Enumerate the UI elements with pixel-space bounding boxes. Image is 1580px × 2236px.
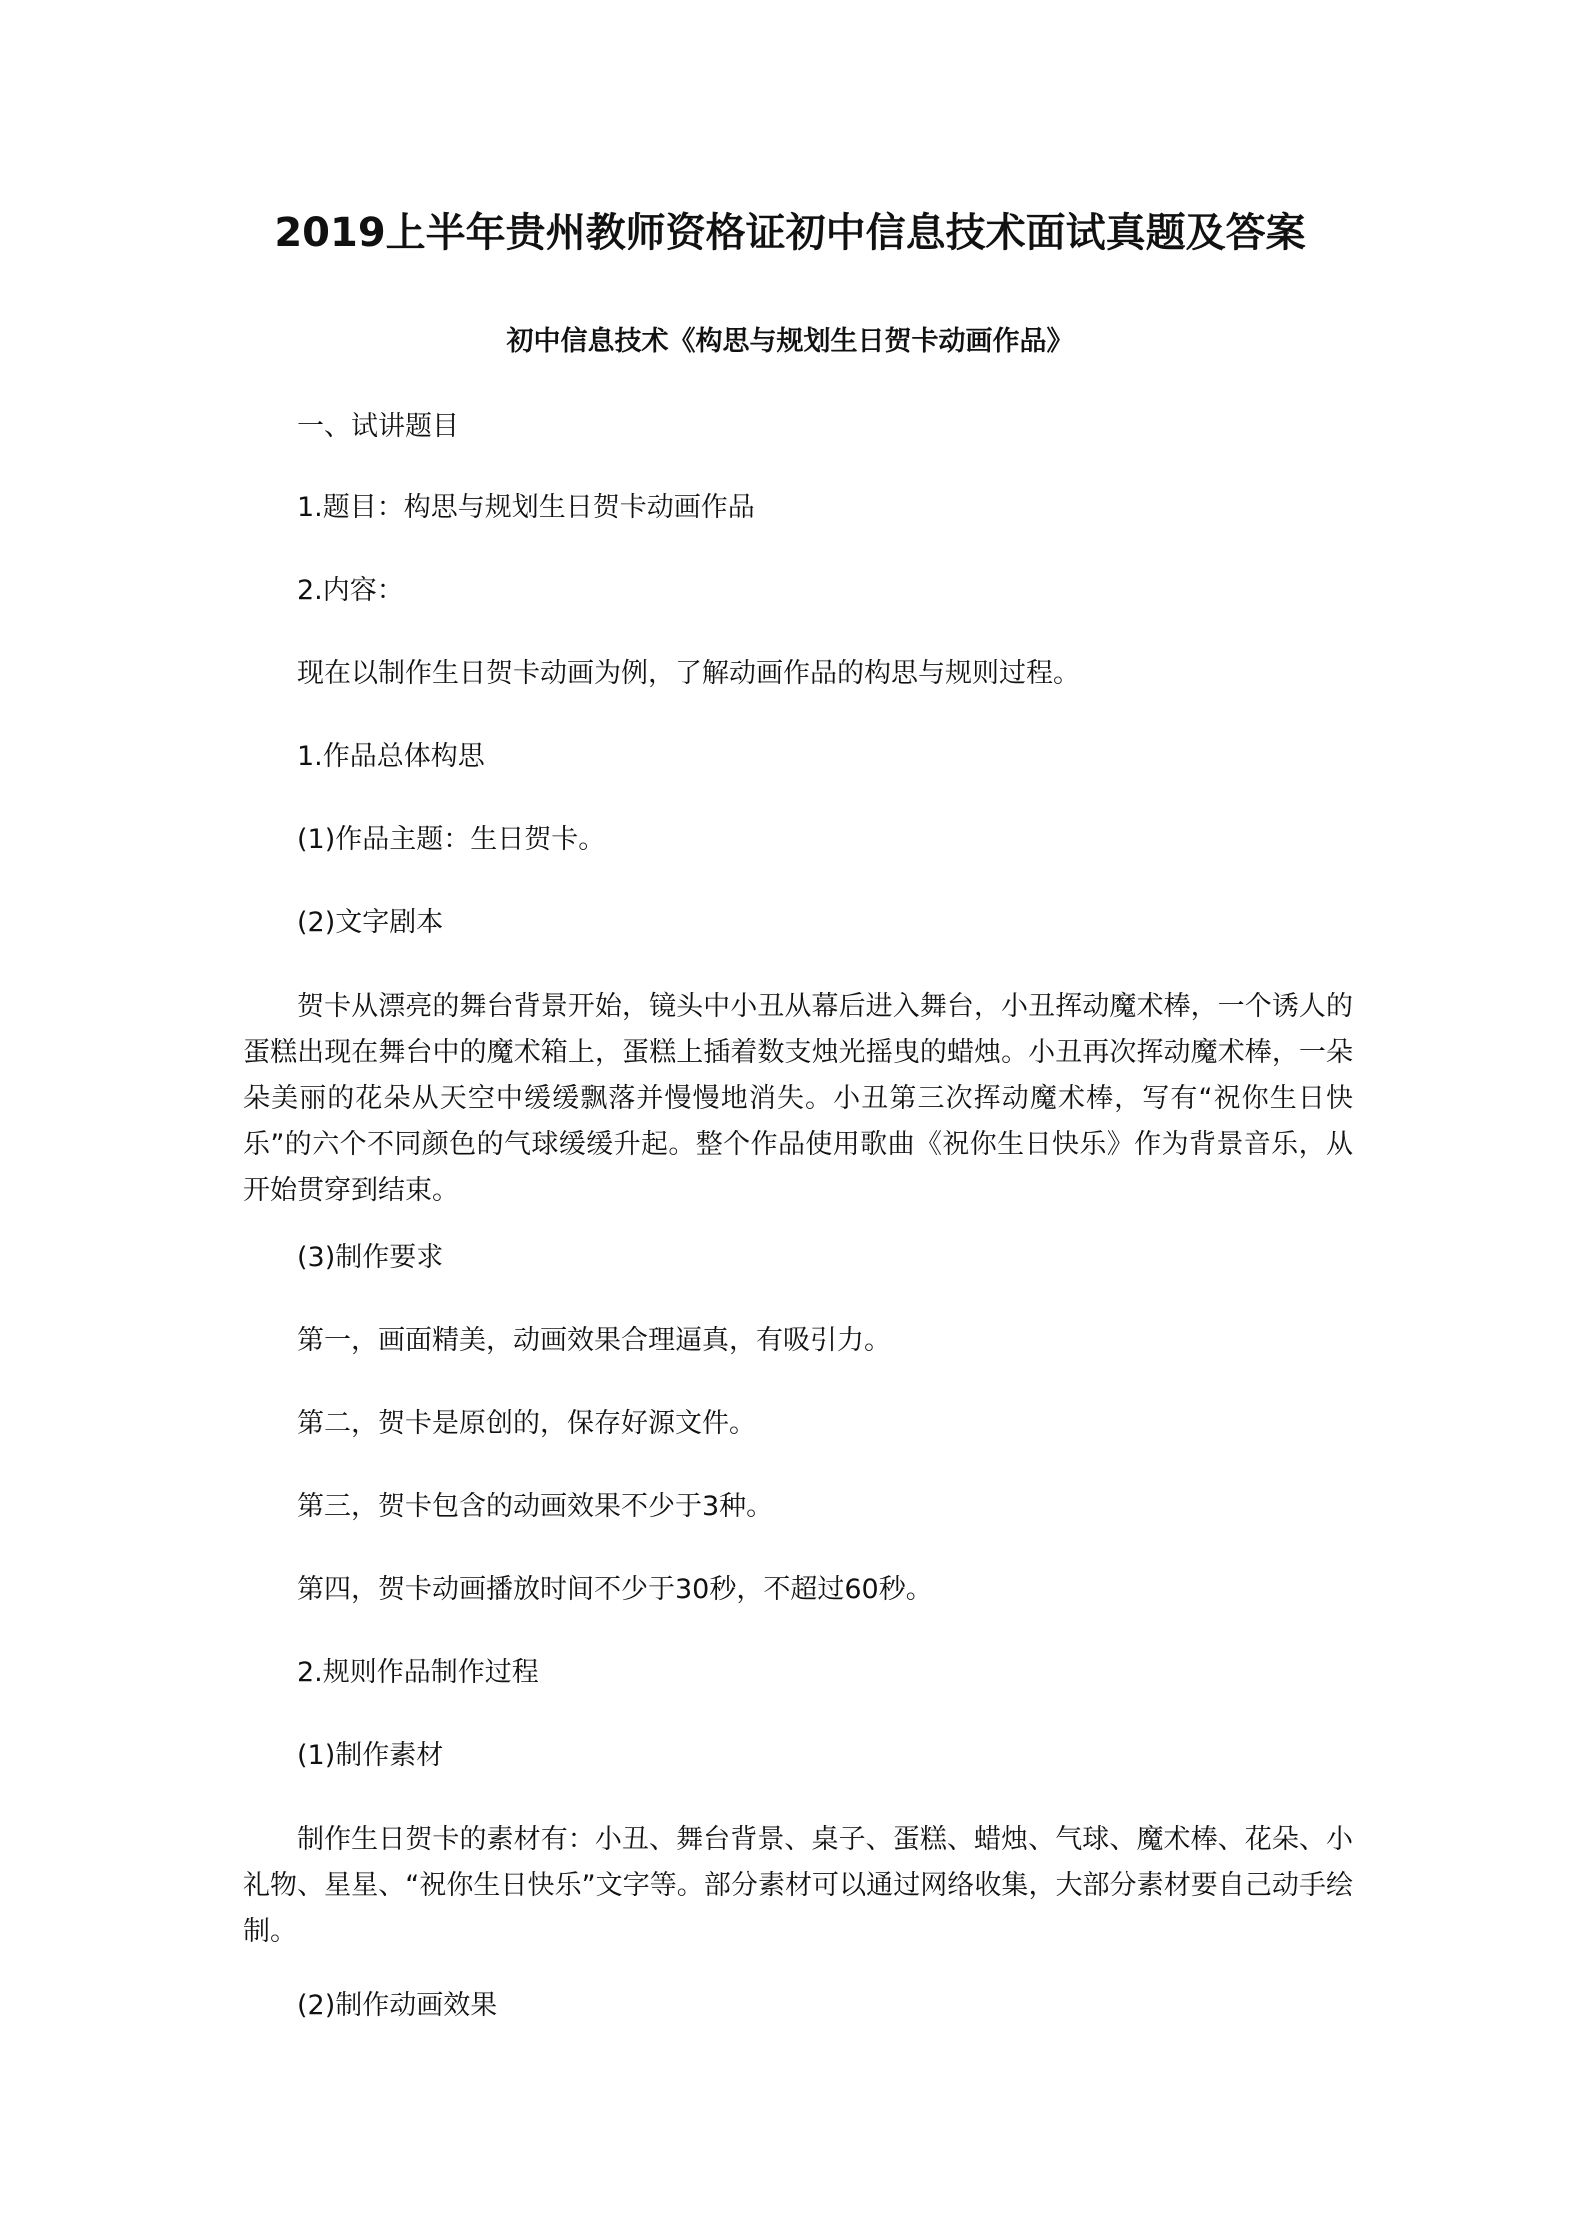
requirement-item: 第一，画面精美，动画效果合理逼真，有吸引力。 <box>297 1325 891 1356</box>
script-paragraph: 贺卡从漂亮的舞台背景开始，镜头中小丑从幕后进入舞台，小丑挥动魔术棒，一个诱人的蛋糕出现在舞台中的魔术箱上，蛋糕上插着数支烛光摇曳的蜡烛。小丑再次挥动魔术棒，一朵朵美丽的花朵从天空中缓缓飘落并慢慢地消失。小丑第三次挥动魔术棒，写有“祝你生日快乐”的六个不同颜色的气球缓缓升起。整个作品使用歌曲《祝你生日快乐》作为背景音乐，从开始贯穿到结束。 <box>243 991 1353 1206</box>
script-heading: (2)文字剧本 <box>297 907 444 938</box>
topic-line: 1.题目：构思与规划生日贺卡动画作品 <box>297 492 755 523</box>
overall-concept-heading: 1.作品总体构思 <box>297 741 485 772</box>
requirements-heading: (3)制作要求 <box>297 1242 444 1273</box>
requirement-item: 第四，贺卡动画播放时间不少于30秒，不超过60秒。 <box>297 1574 933 1605</box>
materials-paragraph: 制作生日贺卡的素材有：小丑、舞台背景、桌子、蛋糕、蜡烛、气球、魔术棒、花朵、小礼物、星星、“祝你生日快乐”文字等。部分素材可以通过网络收集，大部分素材要自己动手绘制。 <box>243 1824 1353 1947</box>
process-heading: 2.规则作品制作过程 <box>297 1657 539 1688</box>
intro-line: 现在以制作生日贺卡动画为例，了解动画作品的构思与规则过程。 <box>297 658 1080 689</box>
materials-heading: (1)制作素材 <box>297 1740 444 1771</box>
section-heading: 一、试讲题目 <box>297 411 459 442</box>
content-label: 2.内容： <box>297 575 404 606</box>
animation-heading: (2)制作动画效果 <box>297 1990 498 2021</box>
document-title: 2019上半年贵州教师资格证初中信息技术面试真题及答案 <box>274 210 1306 256</box>
theme-line: (1)作品主题：生日贺卡。 <box>297 824 606 855</box>
document-subtitle: 初中信息技术《构思与规划生日贺卡动画作品》 <box>506 326 1074 357</box>
requirement-item: 第二，贺卡是原创的，保存好源文件。 <box>297 1408 756 1439</box>
requirement-item: 第三，贺卡包含的动画效果不少于3种。 <box>297 1491 774 1522</box>
